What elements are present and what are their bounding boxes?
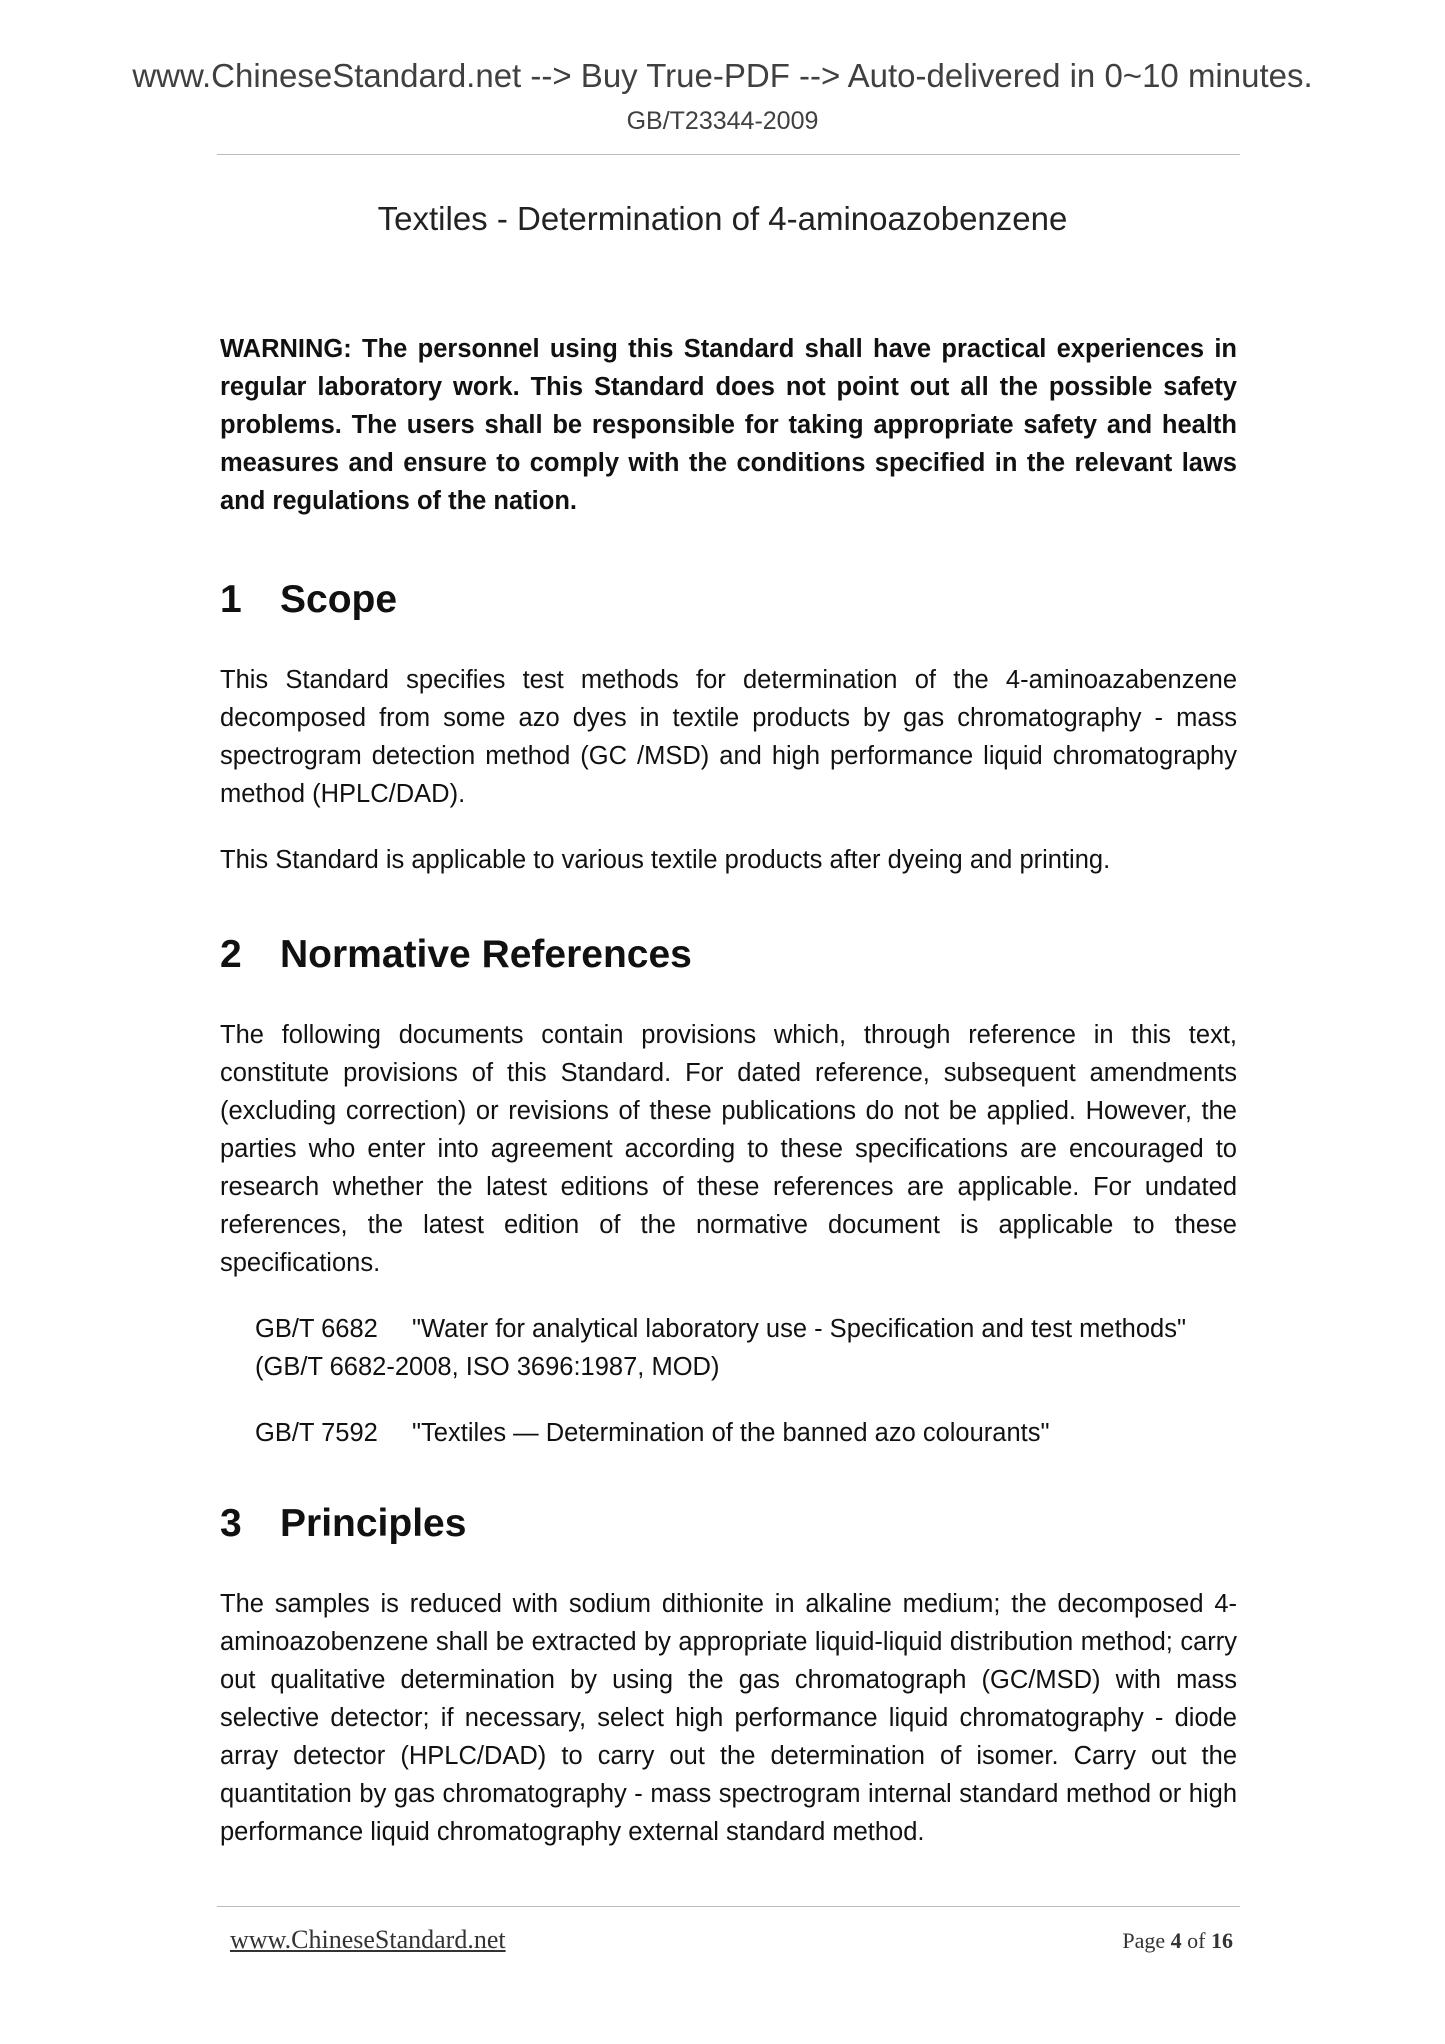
reference-text: "Water for analytical laboratory use - Specification and test methods" xyxy=(412,1315,1187,1343)
page-current: 4 xyxy=(1170,1928,1182,1953)
section-number: 3 xyxy=(220,1502,242,1545)
reference-item-gbt-6682 xyxy=(220,1310,1237,1386)
page-number xyxy=(1122,1928,1233,1954)
document-body xyxy=(220,330,1237,1851)
footer-link[interactable]: www.ChineseStandard.net xyxy=(230,1925,506,1954)
header-divider xyxy=(217,154,1240,155)
section-number: 2 xyxy=(220,933,242,976)
section-heading-scope xyxy=(220,580,1237,619)
document-code: GB/T23344-2009 xyxy=(626,107,819,135)
reference-item-gbt-7592 xyxy=(220,1414,1237,1452)
reference-note: (GB/T 6682-2008, ISO 3696:1987, MOD) xyxy=(255,1353,720,1381)
scope-paragraph-1: This Standard specifies test methods for determination of the 4-aminoazabenzene decomposed from some azo dyes in textile products by gas chromatography - mass spectrogram detection method (GC /MSD) and high performance liquid chromatography method (HPLC/DAD). xyxy=(220,666,1237,808)
section-title: Principles xyxy=(280,1502,467,1545)
references-paragraph: The following documents contain provisions which, through reference in this text, constitute provisions of this Standard. For dated reference, subsequent amendments (excluding correction) or revisions of these publications do not be applied. However, the parties who enter into agreement according to these specifications are encouraged to research whether the latest editions of these references are applicable. For undated references, the latest edition of the normative document is applicable to these specifications. xyxy=(220,1021,1237,1277)
warning-paragraph: WARNING: The personnel using this Standard shall have practical experiences in regular laboratory work. This Standard does not point out all the possible safety problems. The users shall be responsible for taking appropriate safety and health measures and ensure to comply with the conditions specified in the relevant laws and regulations of the nation. xyxy=(220,335,1237,515)
page-total: 16 xyxy=(1211,1928,1233,1953)
footer-divider xyxy=(217,1906,1240,1907)
reference-code: GB/T 7592 xyxy=(255,1419,378,1447)
section-heading-principles xyxy=(220,1504,1237,1543)
section-title: Scope xyxy=(280,578,398,621)
reference-text: "Textiles — Determination of the banned azo colourants" xyxy=(412,1419,1050,1447)
reference-code: GB/T 6682 xyxy=(255,1315,378,1343)
document-title: Textiles - Determination of 4-aminoazobenzene xyxy=(377,200,1068,237)
principles-paragraph: The samples is reduced with sodium dithionite in alkaline medium; the decomposed 4-aminoazobenzene shall be extracted by appropriate liquid-liquid distribution method; carry out qualitative determination by using the gas chromatograph (GC/MSD) with mass selective detector; if necessary, select high performance liquid chromatography - diode array detector (HPLC/DAD) to carry out the determination of isomer. Carry out the quantitation by gas chromatography - mass spectrogram internal standard method or high performance liquid chromatography external standard method. xyxy=(220,1590,1237,1846)
page-of: of xyxy=(1187,1928,1206,1953)
top-banner: www.ChineseStandard.net --> Buy True-PDF --> Auto-delivered in 0~10 minutes. xyxy=(132,57,1313,94)
section-title: Normative References xyxy=(280,933,692,976)
scope-paragraph-2: This Standard is applicable to various textile products after dyeing and printing. xyxy=(220,846,1111,874)
section-heading-normative-references xyxy=(220,935,1237,974)
section-number: 1 xyxy=(220,578,242,621)
page-prefix: Page xyxy=(1122,1928,1166,1953)
